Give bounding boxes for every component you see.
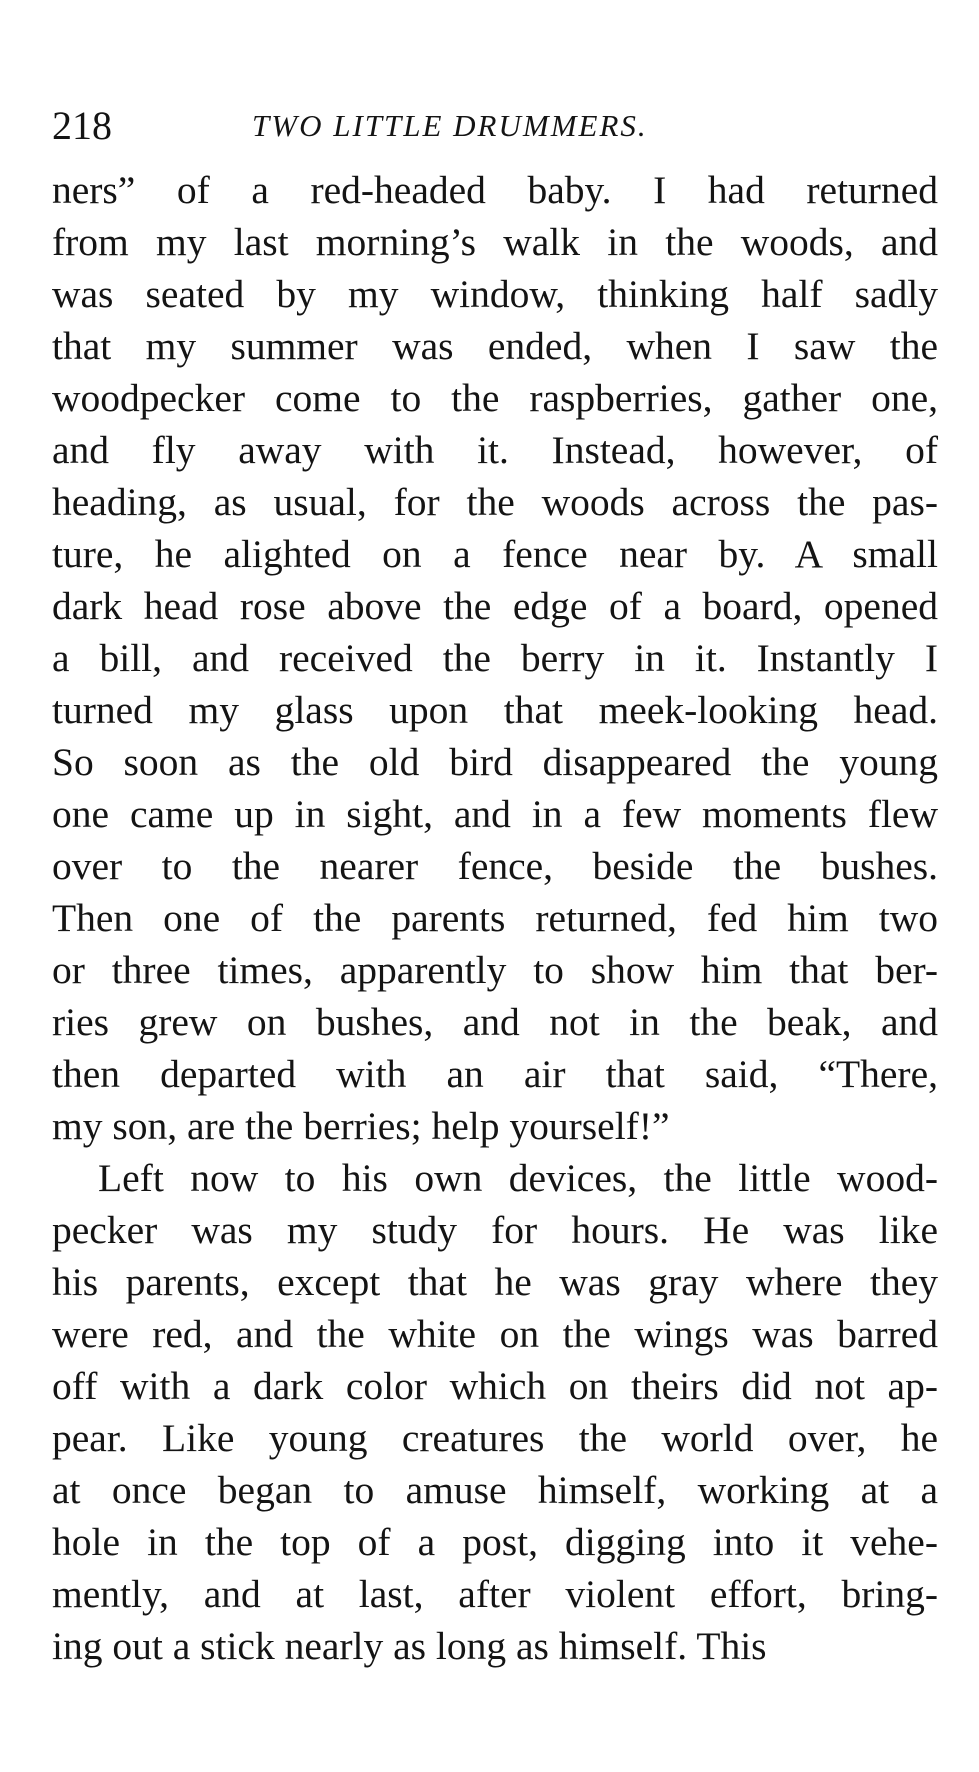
text-line: dark head rose above the edge of a board, opened [52,584,938,628]
text-line: ries grew on bushes, and not in the beak, and [52,1000,938,1044]
text-line: heading, as usual, for the woods across the pas- [52,480,938,524]
running-head [52,96,938,164]
text-line: were red, and the white on the wings was barred [52,1312,938,1356]
text-line: mently, and at last, after violent effort, bring- [52,1572,938,1616]
paragraph [52,1152,938,1672]
text-line: and fly away with it. Instead, however, of [52,428,938,472]
text-line: was seated by my window, thinking half sadly [52,272,938,316]
text-line: one came up in sight, and in a few moments flew [52,792,938,836]
body-text [52,164,938,1672]
running-title: TWO LITTLE DRUMMERS. [252,108,648,143]
text-line: Then one of the parents returned, fed him two [52,896,938,940]
text-line: from my last morning’s walk in the woods, and [52,220,938,264]
text-line: pecker was my study for hours. He was like [52,1208,938,1252]
text-line: off with a dark color which on theirs did not ap- [52,1364,938,1408]
page-number: 218 [52,103,112,148]
text-line: woodpecker come to the raspberries, gather one, [52,376,938,420]
text-line: Left now to his own devices, the little wood- [98,1156,938,1200]
text-line: his parents, except that he was gray where they [52,1260,938,1304]
text-line: my son, are the berries; help yourself!” [52,1104,670,1148]
text-line: or three times, apparently to show him that ber- [52,948,938,992]
book-page [52,96,938,1672]
text-line: turned my glass upon that meek-looking head. [52,688,938,732]
text-line: that my summer was ended, when I saw the [52,324,938,368]
text-line: at once began to amuse himself, working at a [52,1468,938,1512]
text-line: then departed with an air that said, “There, [52,1052,938,1096]
text-line: ners” of a red-headed baby. I had returned [52,168,938,212]
paragraph [52,164,938,1152]
text-line: over to the nearer fence, beside the bushes. [52,844,938,888]
text-line: ing out a stick nearly as long as himself. This [52,1624,767,1668]
text-line: a bill, and received the berry in it. Instantly I [52,636,938,680]
text-line: pear. Like young creatures the world over, he [52,1416,938,1460]
text-line: So soon as the old bird disappeared the young [52,740,938,784]
text-line: ture, he alighted on a fence near by. A small [52,532,938,576]
text-line: hole in the top of a post, digging into it vehe- [52,1520,938,1564]
